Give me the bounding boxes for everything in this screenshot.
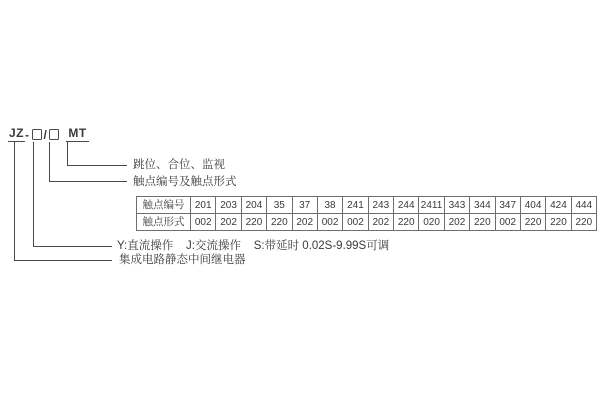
model-suffix: MT [68, 126, 87, 140]
table-row [137, 214, 597, 231]
table-cell: 202 [368, 214, 393, 231]
leader-line-contact-vertical [49, 142, 50, 181]
placeholder-box-icon [32, 129, 42, 140]
leader-line-monitor-vertical [67, 142, 68, 165]
placeholder-box-icon-2 [49, 129, 59, 140]
table-cell: 244 [394, 197, 419, 214]
table-cell: 220 [241, 214, 266, 231]
table-cell: 220 [546, 214, 571, 231]
model-prefix: JZ [9, 126, 25, 140]
contact-table [136, 196, 597, 231]
table-cell: 37 [292, 197, 317, 214]
table-cell: 347 [495, 197, 520, 214]
table-cell: 204 [241, 197, 266, 214]
table-cell: 35 [267, 197, 292, 214]
table-cell: 202 [444, 214, 469, 231]
table-row-header: 触点形式 [137, 214, 191, 231]
table-cell: 202 [216, 214, 241, 231]
table-cell: 201 [191, 197, 216, 214]
table-row-header: 触点编号 [137, 197, 191, 214]
model-slash: / [43, 128, 48, 142]
table-row [137, 197, 597, 214]
label-operation-modes: Y:直流操作 J:交流操作 S:带延时 0.02S-9.99S可调 [117, 240, 390, 252]
table-cell: 220 [267, 214, 292, 231]
table-cell: 344 [470, 197, 495, 214]
table-cell: 220 [520, 214, 545, 231]
table-cell: 220 [571, 214, 596, 231]
table-cell: 343 [444, 197, 469, 214]
table-cell: 002 [191, 214, 216, 231]
table-cell: 220 [470, 214, 495, 231]
leader-line-device-vertical [14, 142, 15, 260]
table-cell: 243 [368, 197, 393, 214]
leader-line-contact-horizontal [49, 181, 127, 182]
table-cell: 241 [343, 197, 368, 214]
table-cell: 38 [317, 197, 342, 214]
leader-line-operation-vertical [33, 142, 34, 246]
label-device-type: 集成电路静态中间继电器 [119, 254, 246, 266]
table-cell: 404 [520, 197, 545, 214]
table-cell: 002 [495, 214, 520, 231]
table-cell: 444 [571, 197, 596, 214]
table-cell: 002 [317, 214, 342, 231]
table-cell: 2411 [419, 197, 444, 214]
table-cell: 002 [343, 214, 368, 231]
label-contact-numbering: 触点编号及触点形式 [133, 176, 237, 188]
contact-table-body [137, 197, 597, 231]
table-cell: 020 [419, 214, 444, 231]
table-cell: 202 [292, 214, 317, 231]
table-cell: 424 [546, 197, 571, 214]
leader-line-device-horizontal [14, 260, 112, 261]
leader-line-monitor-horizontal [67, 165, 127, 166]
label-monitor: 跳位、合位、监视 [133, 159, 225, 171]
table-cell: 203 [216, 197, 241, 214]
model-dash: - [25, 128, 30, 142]
model-designation [8, 126, 89, 142]
leader-line-operation-horizontal [33, 246, 112, 247]
table-cell: 220 [394, 214, 419, 231]
